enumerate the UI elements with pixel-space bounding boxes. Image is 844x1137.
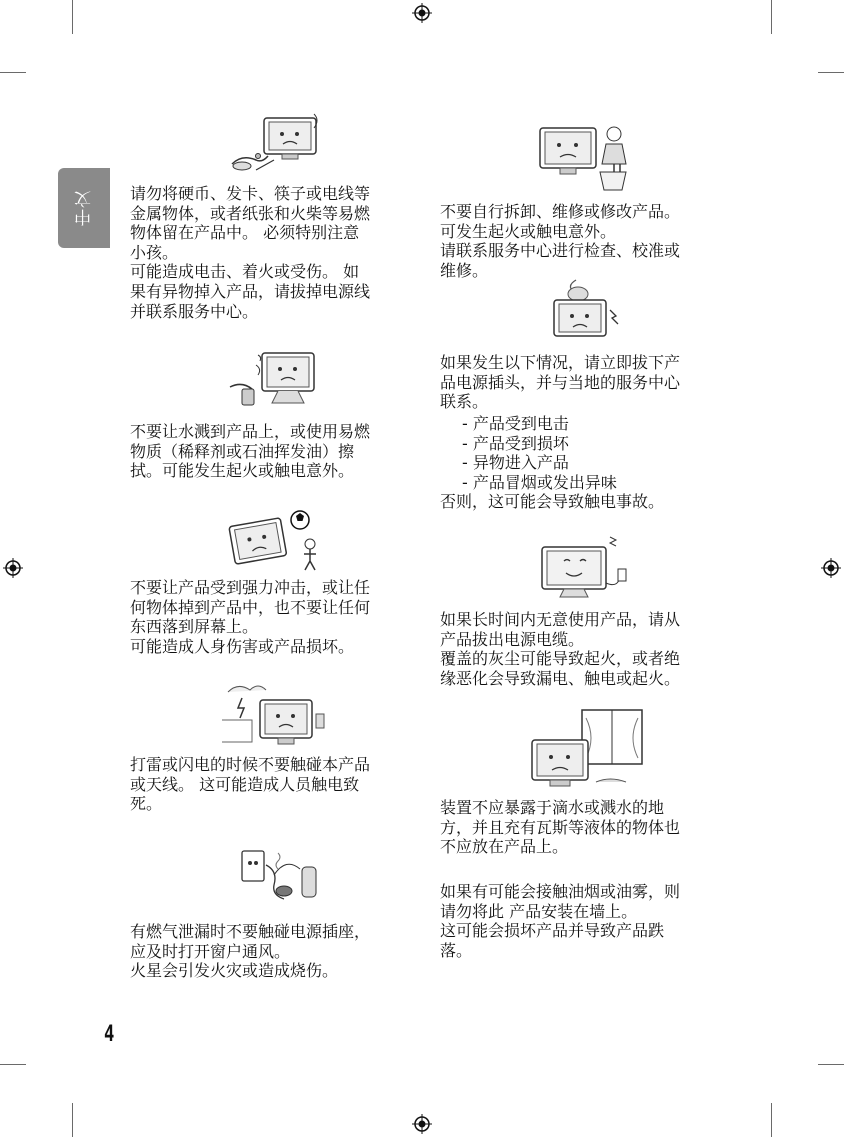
smoking-tv-illustration [548, 278, 624, 346]
condition-item: - 产品冒烟或发出异味 [462, 473, 617, 492]
warning-text: 装置不应暴露于滴水或溅水的地 方，并且充有瓦斯等液体的物体也 不应放在产品上。 [440, 798, 681, 857]
condition-item: - 产品受到电击 [462, 414, 569, 433]
registration-mark-icon [412, 3, 432, 23]
crop-mark [771, 1103, 772, 1137]
crop-mark [818, 72, 844, 73]
crop-mark [72, 1103, 73, 1137]
lightning-tv-illustration [222, 680, 326, 750]
language-tab [58, 168, 110, 248]
condition-item: - 异物进入产品 [462, 453, 569, 472]
window-rain-tv-illustration [524, 708, 646, 794]
ball-hitting-tv-illustration [222, 508, 326, 572]
crop-mark [0, 1064, 26, 1065]
condition-item: - 产品受到损坏 [462, 434, 569, 453]
crop-mark [771, 0, 772, 34]
language-tab-label: 中文 [74, 190, 95, 226]
warning-text: 不要让水溅到产品上，或使用易燃 物质（稀释剂或石油挥发油）擦 拭。可能发生起火或触电意外。 [130, 422, 371, 481]
page-number: 4 [104, 1022, 115, 1047]
crop-mark [72, 0, 73, 34]
warning-text: 如果长时间内无意使用产品，请从 产品拔出电源电缆。 覆盖的灰尘可能导致起火，或者绝 缘恶化会导致漏电、触电或起火。 [440, 610, 681, 688]
warning-text: 打雷或闪电的时候不要触碰本产品 或天线。 这可能造成人员触电致 死。 [130, 755, 371, 814]
warning-text: 不要自行拆卸、维修或修改产品。 可发生起火或触电意外。 请联系服务中心进行检查、校准或 维修。 [440, 202, 681, 280]
registration-mark-icon [3, 558, 23, 578]
crop-mark [0, 72, 26, 73]
coins-into-tv-illustration [230, 112, 326, 178]
registration-mark-icon [821, 558, 841, 578]
warning-text: 有燃气泄漏时不要触碰电源插座， 应及时打开窗户通风。 火星会引发火灾或造成烧伤。 [130, 922, 371, 981]
water-splash-tv-illustration [228, 345, 324, 413]
warning-text: 不要让产品受到强力冲击，或让任 何物体掉到产品中，也不要让任何 东西落到屏幕上。 可能造成人身伤害或产品损坏。 [130, 578, 371, 656]
warning-text: 否则，这可能会导致触电事故。 [440, 492, 665, 511]
warning-text: 请勿将硬币、发卡、筷子或电线等 金属物体，或者纸张和火柴等易燃 物体留在产品中。 必须特别注意 小孩。 可能造成电击、着火或受伤。 如 果有异物掉入产品，请拔掉电源线 并联系服务中心。 [130, 184, 371, 321]
gas-leak-outlet-illustration [238, 845, 324, 917]
registration-mark-icon [412, 1114, 432, 1134]
warning-text: 如果有可能会接触油烟或油雾，则 请勿将此 产品安装在墙上。 这可能会损坏产品并导致产品跌 落。 [440, 882, 681, 960]
unplugged-tv-illustration [538, 533, 638, 603]
repairman-tv-illustration [534, 120, 638, 194]
crop-mark [818, 1064, 844, 1065]
warning-text: 如果发生以下情况，请立即拔下产 品电源插头，并与当地的服务中心 联系。 [440, 353, 681, 412]
